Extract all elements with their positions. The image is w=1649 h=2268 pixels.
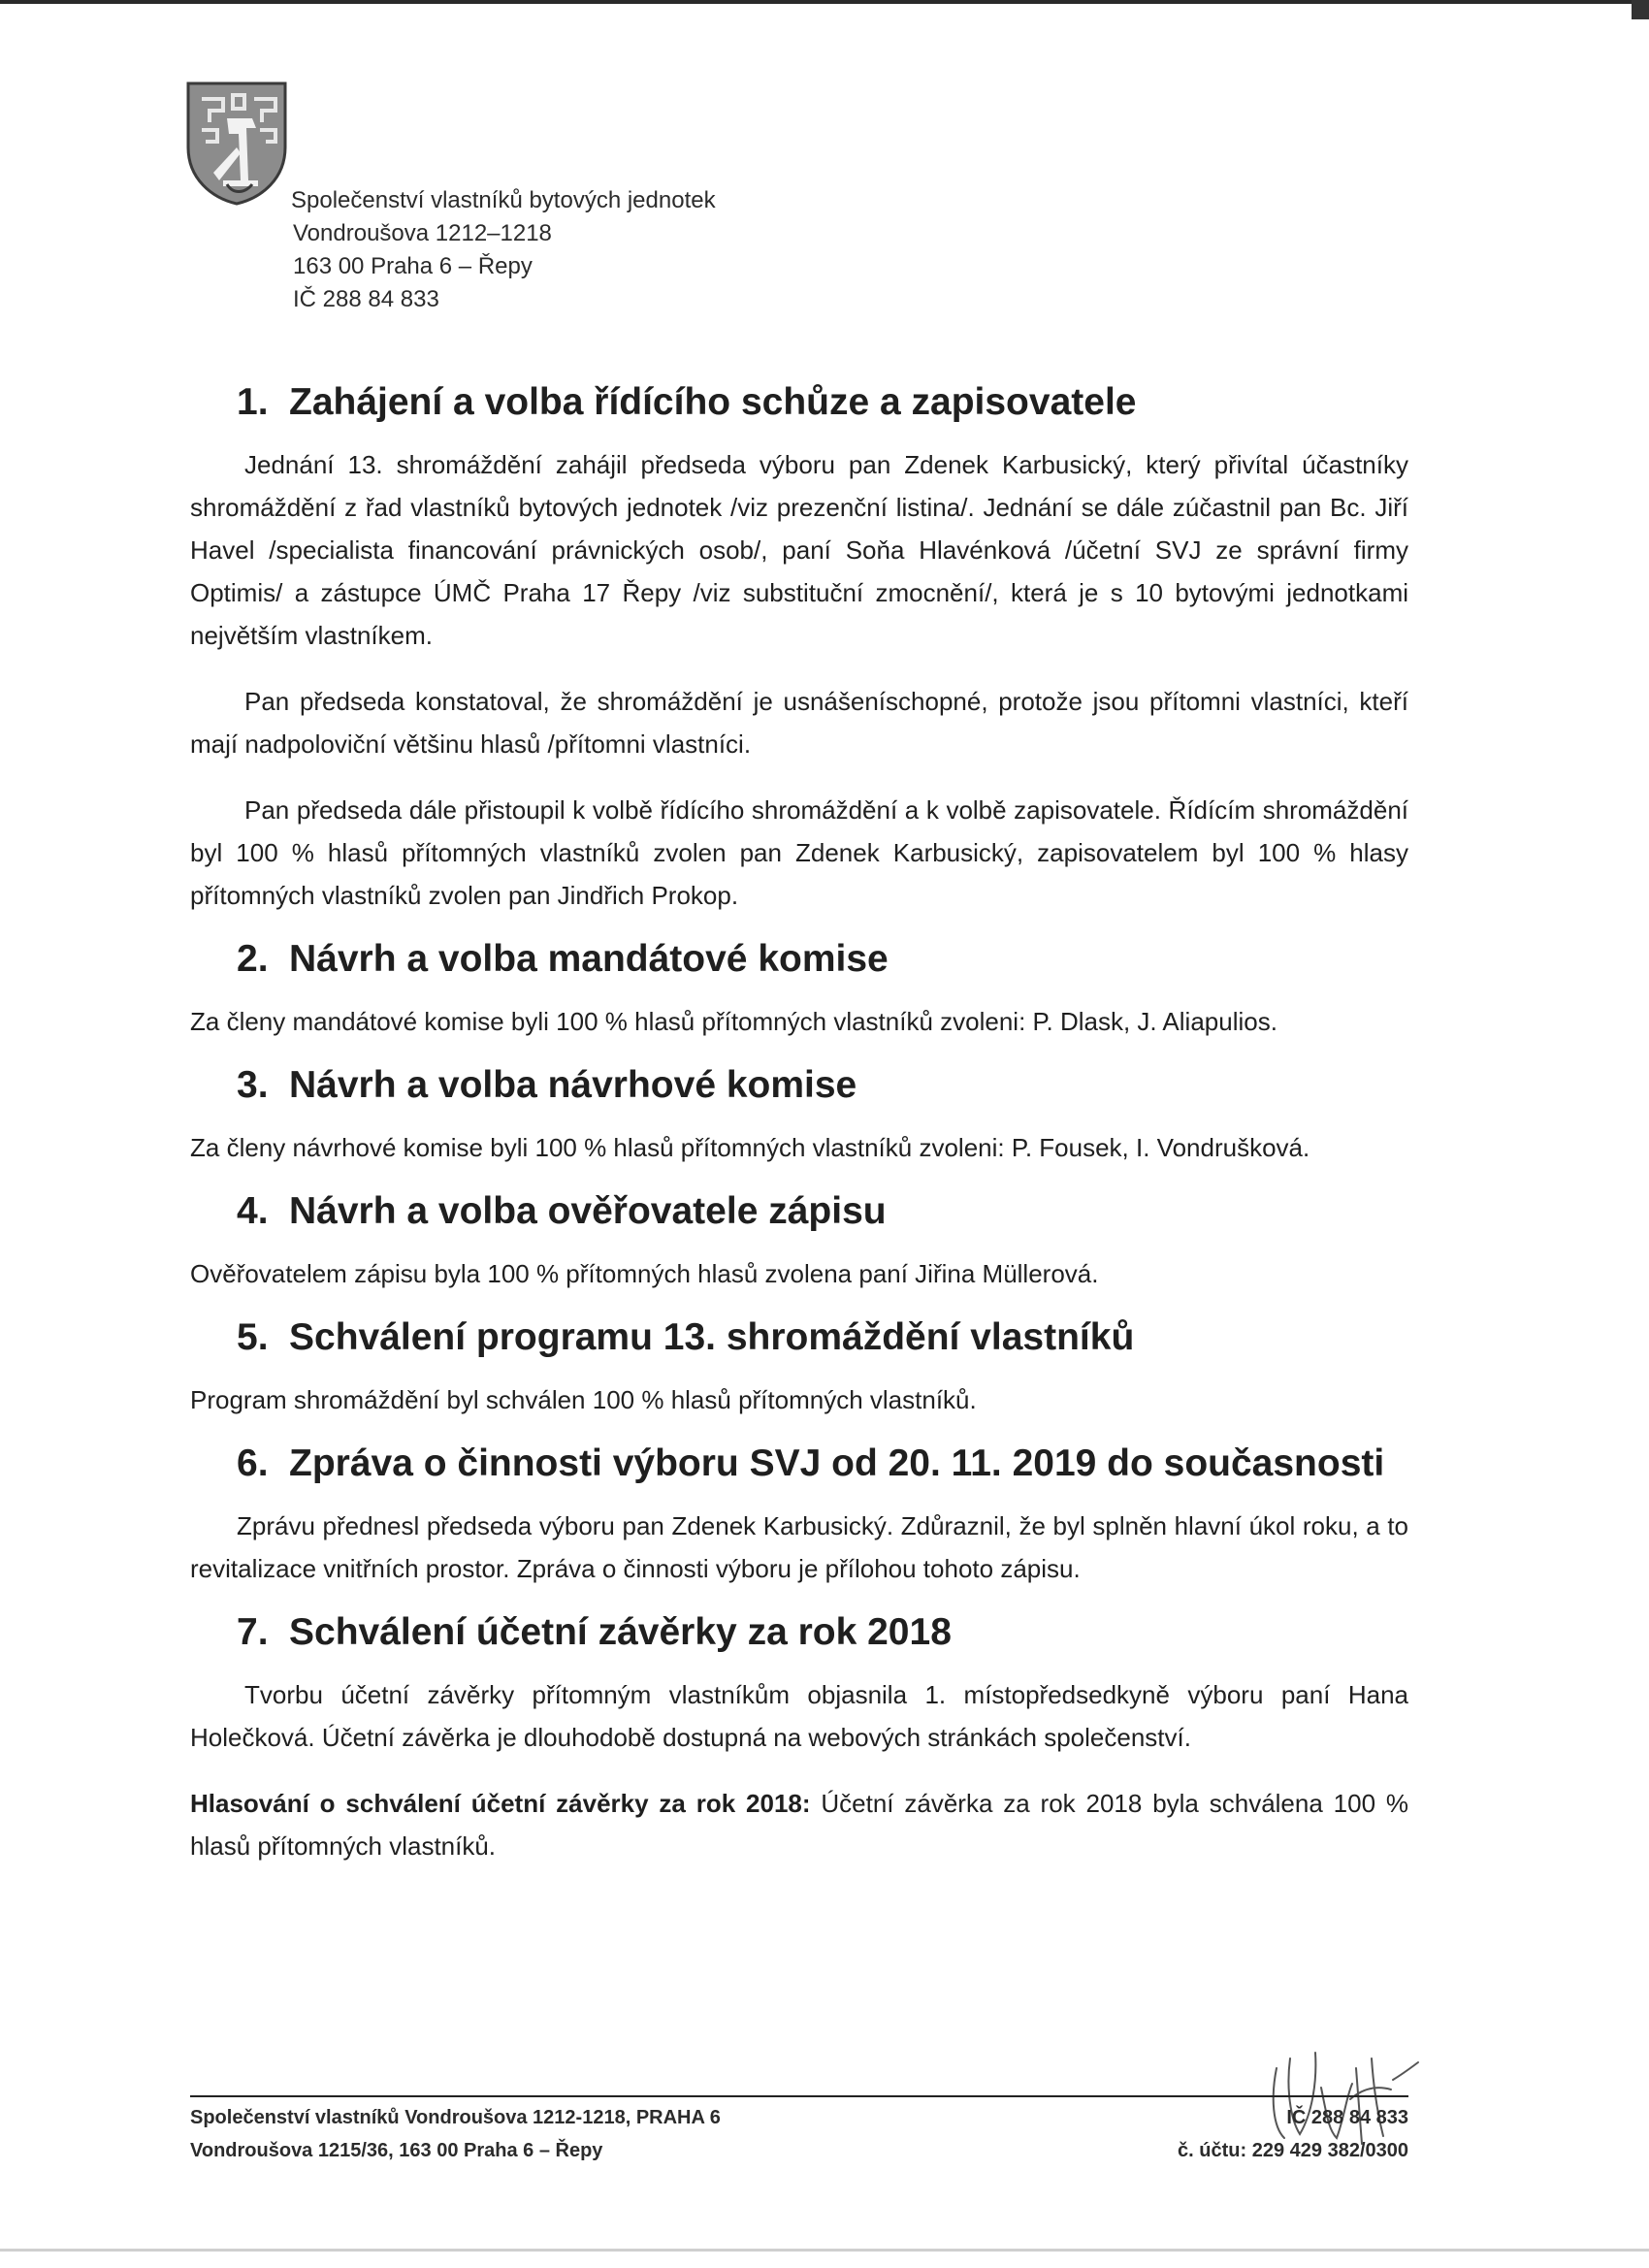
section-heading-6 [190,1442,1408,1485]
section-heading-2 [190,938,1408,981]
scan-top-border [0,0,1649,4]
letterhead-company-id: IČ 288 84 833 [293,286,439,312]
coat-of-arms-icon [184,80,289,206]
section-3-paragraph: Za členy návrhové komise byli 100 % hlasů přítomných vlastníků zvoleni: P. Fousek, I. Vondrušková. [190,1133,1310,1162]
minutes-body [190,381,1408,1867]
vote-text: Účetní závěrka za rok 2018 byla schválena 100 % hlasů přítomných vlastníků. [190,1789,1408,1861]
footer-name-line: Společenství vlastníků Vondroušova 1212-1218, PRAHA 6 [190,2107,721,2128]
section-number: 5. [237,1316,269,1358]
scan-bottom-edge [0,2249,1649,2252]
section-title: Zahájení a volba řídícího schůze a zapisovatele [289,381,1137,423]
letterhead-organization: Společenství vlastníků bytových jednotek [291,187,716,213]
section-title: Návrh a volba mandátové komise [289,938,889,980]
vote-result [190,1782,1408,1867]
footer-bank-account: č. účtu: 229 429 382/0300 [1178,2140,1408,2161]
section-number: 1. [237,381,269,423]
section-title: Schválení programu 13. shromáždění vlastníků [289,1316,1135,1358]
section-1-paragraph-1: Jednání 13. shromáždění zahájil předseda výboru pan Zdenek Karbusický, který přivítal účastníky shromáždění z řad vlastníků bytových jednotek /viz prezenční listina/. Jednání se dále zúčastnil pan Bc. Jiří Havel /specialista financování právnických osob/, paní Soňa Hlavénková /účetní SVJ ze správní firmy Optimis/ a zástupce ÚMČ Praha 17 Řepy /viz substituční zmocnění/, která je s 10 bytovými jednotkami největším vlastníkem. [190,450,1408,650]
section-heading-4 [190,1190,1408,1233]
section-heading-1 [190,381,1408,424]
section-number: 7. [237,1611,269,1653]
scan-corner-mark [1632,0,1649,19]
section-2-paragraph: Za členy mandátové komise byli 100 % hlasů přítomných vlastníků zvoleni: P. Dlask, J. Aliapulios. [190,1007,1277,1036]
section-title: Návrh a volba návrhové komise [289,1064,857,1106]
section-6-paragraph: Zprávu přednesl předseda výboru pan Zdenek Karbusický. Zdůraznil, že byl splněn hlavní úkol roku, a to revitalizace vnitřních prostor. Zpráva o činnosti výboru je přílohou tohoto zápisu. [190,1511,1408,1583]
section-title: Návrh a volba ověřovatele zápisu [289,1190,887,1232]
footer-organization [190,2101,721,2167]
section-title: Schválení účetní závěrky za rok 2018 [289,1611,952,1653]
vote-label: Hlasování o schválení účetní závěrky za rok 2018: [190,1789,811,1818]
section-title: Zpráva o činnosti výboru SVJ od 20. 11. 2019 do současnosti [289,1442,1385,1484]
section-number: 3. [237,1064,269,1106]
letterhead [291,184,716,316]
letterhead-city: 163 00 Praha 6 – Řepy [293,253,533,279]
section-number: 2. [237,938,269,980]
section-heading-5 [190,1316,1408,1359]
footer-company-id: IČ 288 84 833 [1286,2107,1408,2128]
section-1-paragraph-2: Pan předseda konstatoval, že shromáždění je usnášeníschopné, protože jsou přítomni vlastníci, kteří mají nadpoloviční většinu hlasů /přítomni vlastníci. [190,687,1408,759]
section-heading-3 [190,1064,1408,1107]
letterhead-street: Vondroušova 1212–1218 [293,220,552,246]
section-1-paragraph-3: Pan předseda dále přistoupil k volbě řídícího shromáždění a k volbě zapisovatele. Řídícím shromáždění byl 100 % hlasů přítomných vlastníků zvolen pan Zdenek Karbusický, zapisovatelem byl 100 % hlasy přítomných vlastníků zvolen pan Jindřich Prokop. [190,795,1408,910]
footer-divider [190,2095,1408,2097]
section-number: 4. [237,1190,269,1232]
section-4-paragraph: Ověřovatelem zápisu byla 100 % přítomných hlasů zvolena paní Jiřina Müllerová. [190,1259,1099,1288]
footer-identifiers [1178,2101,1408,2167]
section-number: 6. [237,1442,269,1484]
footer-address-line: Vondroušova 1215/36, 163 00 Praha 6 – Řepy [190,2140,603,2161]
section-heading-7 [190,1611,1408,1654]
section-5-paragraph: Program shromáždění byl schválen 100 % hlasů přítomných vlastníků. [190,1385,977,1414]
section-7-paragraph: Tvorbu účetní závěrky přítomným vlastníkům objasnila 1. místopředsedkyně výboru paní Hana Holečková. Účetní závěrka je dlouhodobě dostupná na webových stránkách společenství. [190,1680,1408,1752]
